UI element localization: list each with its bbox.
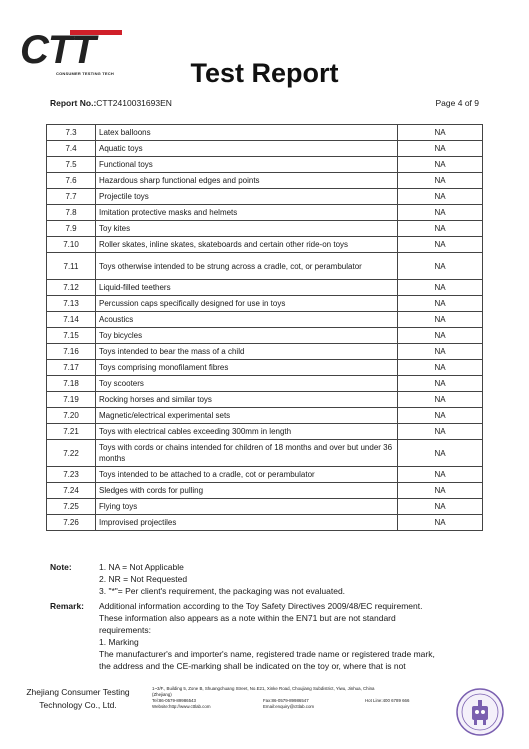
result-cell: NA	[398, 392, 483, 408]
requirement-text: Latex balloons	[96, 125, 398, 141]
table-row	[47, 173, 483, 189]
table-row	[47, 483, 483, 499]
table-row	[47, 189, 483, 205]
clause-number: 7.23	[47, 467, 96, 483]
requirement-text: Toys with electrical cables exceeding 300mm in length	[96, 424, 398, 440]
table-row	[47, 499, 483, 515]
requirement-text: Toys otherwise intended to be strung across a cradle, cot, or perambulator	[96, 253, 398, 280]
requirement-text: Sledges with cords for pulling	[96, 483, 398, 499]
logo-tagline: CONSUMER TESTING TECH	[56, 71, 114, 76]
result-cell: NA	[398, 376, 483, 392]
remark-line: requirements:	[99, 625, 151, 635]
table-row	[47, 296, 483, 312]
result-cell: NA	[398, 280, 483, 296]
clause-number: 7.3	[47, 125, 96, 141]
requirement-text: Magnetic/electrical experimental sets	[96, 408, 398, 424]
table-row	[47, 424, 483, 440]
requirement-text: Toys intended to be attached to a cradle, cot or perambulator	[96, 467, 398, 483]
requirement-text: Hazardous sharp functional edges and points	[96, 173, 398, 189]
table-row	[47, 125, 483, 141]
table-row	[47, 440, 483, 467]
result-cell: NA	[398, 205, 483, 221]
company-name-line: Technology Co., Ltd.	[39, 700, 117, 710]
requirement-text: Toy bicycles	[96, 328, 398, 344]
table-row	[47, 467, 483, 483]
result-cell: NA	[398, 424, 483, 440]
clause-number: 7.20	[47, 408, 96, 424]
requirement-text: Toys intended to bear the mass of a child	[96, 344, 398, 360]
clause-number: 7.19	[47, 392, 96, 408]
clause-number: 7.24	[47, 483, 96, 499]
clause-number: 7.18	[47, 376, 96, 392]
clause-number: 7.8	[47, 205, 96, 221]
requirement-text: Toy scooters	[96, 376, 398, 392]
requirement-text: Imitation protective masks and helmets	[96, 205, 398, 221]
result-cell: NA	[398, 440, 483, 467]
note-item: 2. NR = Not Requested	[99, 574, 188, 584]
clause-number: 7.14	[47, 312, 96, 328]
remark-text	[99, 600, 494, 672]
company-name-line: Zhejiang Consumer Testing	[26, 687, 130, 697]
requirement-text: Aquatic toys	[96, 141, 398, 157]
requirement-text: Toys comprising monofilament fibres	[96, 360, 398, 376]
footer-web-row	[152, 704, 452, 710]
remark-line: Additional information according to the Toy Safety Directives 2009/48/EC requirement.	[99, 601, 423, 611]
remark-line: 1. Marking	[99, 637, 139, 647]
table-row	[47, 376, 483, 392]
clause-number: 7.7	[47, 189, 96, 205]
requirement-text: Acoustics	[96, 312, 398, 328]
result-cell: NA	[398, 189, 483, 205]
clause-number: 7.22	[47, 440, 96, 467]
clause-number: 7.10	[47, 237, 96, 253]
result-cell: NA	[398, 515, 483, 531]
clause-number: 7.16	[47, 344, 96, 360]
clause-number: 7.15	[47, 328, 96, 344]
table-row	[47, 141, 483, 157]
table-row	[47, 312, 483, 328]
note-list	[99, 561, 494, 597]
footer-hotline: Hot Line:400 6789 666	[365, 698, 410, 703]
table-row	[47, 221, 483, 237]
result-cell: NA	[398, 328, 483, 344]
requirement-text: Liquid-filled teethers	[96, 280, 398, 296]
footer-address: 1~3/F., Building 5, Zone B, Shuangchuang Street, No.E21, Xinke Road, Choujiang Subdistrict, Yiwu, Jinhua, China	[152, 686, 375, 691]
footer-address-cont: (Zhejiang)	[152, 692, 172, 697]
footer-fax: Fax:86-0579-89986547	[263, 698, 309, 703]
result-cell: NA	[398, 141, 483, 157]
report-number-value: CTT2410031693EN	[96, 98, 172, 108]
footer-website: Website:http://www.cttlab.com	[152, 704, 211, 709]
remark-line: the address and the CE-marking shall be indicated on the toy or, where that is not	[99, 661, 406, 671]
clause-number: 7.4	[47, 141, 96, 157]
clause-number: 7.25	[47, 499, 96, 515]
footer-company	[18, 686, 138, 712]
table-row	[47, 205, 483, 221]
clause-number: 7.13	[47, 296, 96, 312]
result-cell: NA	[398, 125, 483, 141]
remark-line: The manufacturer's and importer's name, registered trade name or registered trade mark,	[99, 649, 435, 659]
result-cell: NA	[398, 467, 483, 483]
remark-line: These information also appears as a note within the EN71 but are not standard	[99, 613, 396, 623]
table-row	[47, 360, 483, 376]
result-cell: NA	[398, 344, 483, 360]
clause-number: 7.21	[47, 424, 96, 440]
requirement-text: Roller skates, inline skates, skateboards and certain other ride-on toys	[96, 237, 398, 253]
requirement-text: Improvised projectiles	[96, 515, 398, 531]
requirement-text: Projectile toys	[96, 189, 398, 205]
requirement-text: Toy kites	[96, 221, 398, 237]
result-cell: NA	[398, 173, 483, 189]
clause-number: 7.9	[47, 221, 96, 237]
page-number: Page 4 of 9	[435, 98, 479, 108]
result-cell: NA	[398, 296, 483, 312]
page-title: Test Report	[190, 58, 339, 88]
requirement-text: Percussion caps specifically designed for use in toys	[96, 296, 398, 312]
clause-number: 7.6	[47, 173, 96, 189]
table-row	[47, 237, 483, 253]
footer-contact	[152, 686, 452, 710]
logo-text: CTT	[20, 28, 95, 72]
footer-email: Email:enquiry@cttlab.com	[263, 704, 315, 709]
report-number-label: Report No.:	[50, 98, 97, 108]
table-row	[47, 280, 483, 296]
note-label: Note:	[50, 562, 72, 572]
result-cell: NA	[398, 253, 483, 280]
clause-number: 7.17	[47, 360, 96, 376]
result-cell: NA	[398, 237, 483, 253]
table-row	[47, 392, 483, 408]
note-item: 1. NA = Not Applicable	[99, 562, 184, 572]
result-cell: NA	[398, 408, 483, 424]
clause-number: 7.12	[47, 280, 96, 296]
requirement-text: Toys with cords or chains intended for children of 18 months and over but under 36 months	[96, 440, 398, 467]
result-cell: NA	[398, 483, 483, 499]
table-row	[47, 344, 483, 360]
requirement-text: Flying toys	[96, 499, 398, 515]
result-cell: NA	[398, 360, 483, 376]
table-row	[47, 408, 483, 424]
note-item: 3. "*"= Per client's requirement, the packaging was not evaluated.	[99, 586, 346, 596]
result-cell: NA	[398, 499, 483, 515]
footer-tel: Tel:86-0579-89986543	[152, 698, 196, 703]
result-cell: NA	[398, 312, 483, 328]
table-row	[47, 157, 483, 173]
requirements-table	[46, 124, 483, 531]
clause-number: 7.5	[47, 157, 96, 173]
requirement-text: Rocking horses and similar toys	[96, 392, 398, 408]
table-row	[47, 253, 483, 280]
remark-label: Remark:	[50, 601, 85, 611]
clause-number: 7.11	[47, 253, 96, 280]
report-number	[50, 98, 172, 108]
requirement-text: Functional toys	[96, 157, 398, 173]
table-row	[47, 328, 483, 344]
result-cell: NA	[398, 157, 483, 173]
company-seal-icon	[456, 688, 504, 736]
result-cell: NA	[398, 221, 483, 237]
table-row	[47, 515, 483, 531]
clause-number: 7.26	[47, 515, 96, 531]
